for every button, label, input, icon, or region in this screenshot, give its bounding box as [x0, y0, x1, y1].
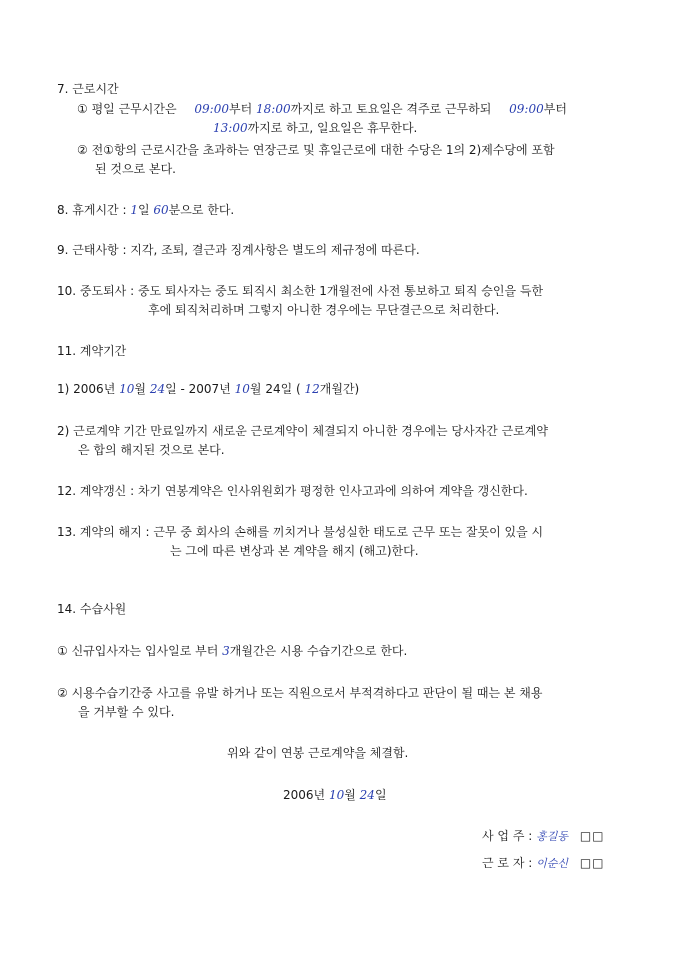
text: 8. 휴게시간 :	[57, 203, 131, 217]
worker-signature	[482, 856, 605, 871]
text: 까지로 하고 토요일은 격주로 근무하되	[290, 102, 492, 116]
text: 년	[219, 382, 235, 396]
text: 분으로 한다.	[168, 203, 235, 217]
section-7-title: 7. 근로시간	[57, 82, 119, 96]
month: 10	[328, 788, 345, 802]
text: 일	[137, 203, 154, 217]
end-month: 10	[234, 382, 250, 396]
section-8	[57, 203, 234, 218]
text: 월	[134, 382, 150, 396]
text: 년	[313, 788, 329, 802]
section-14-item-2-line-2: 을 거부할 수 있다.	[78, 705, 175, 719]
start-day: 24	[149, 382, 166, 396]
section-9: 9. 근태사항 : 지각, 조퇴, 결근과 징계사항은 별도의 제규정에 따른다.	[57, 243, 420, 257]
text: 일 -	[165, 382, 189, 396]
text: 월	[344, 788, 360, 802]
section-11-p2-line-1: 2) 근로계약 기간 만료일까지 새로운 근로계약이 체결되지 아니한 경우에는 당사자간 근로계약	[57, 424, 548, 438]
end-time: 18:00	[256, 102, 291, 116]
sat-start-time: 09:00	[509, 102, 544, 116]
item-number: ①	[77, 102, 88, 116]
section-7-item-1-line-2	[213, 121, 417, 136]
section-14-item-1	[57, 644, 407, 659]
contract-period	[57, 382, 359, 397]
minutes: 60	[153, 203, 169, 217]
section-13-line-2: 는 그에 따른 변상과 본 계약을 해지 (해고)한다.	[170, 544, 419, 558]
start-time: 09:00	[194, 102, 229, 116]
section-10-line-2: 후에 퇴직처리하며 그렇지 아니한 경우에는 무단결근으로 처리한다.	[148, 303, 500, 317]
worker-label: 근 로 자 :	[482, 856, 533, 870]
section-7-item-1-line-1	[77, 102, 567, 117]
seal-placeholder: □□	[579, 856, 605, 870]
employer-label: 사 업 주 :	[482, 829, 533, 843]
section-7-item-2-line-2: 된 것으로 본다.	[95, 162, 176, 176]
text: 전①항의 근로시간을 초과하는 연장근로 및 휴일근로에 대한 수당은 1의 2)제수당에 포함	[91, 143, 555, 157]
sat-end-time: 13:00	[213, 121, 248, 135]
text: 1)	[57, 382, 74, 396]
contract-date	[283, 788, 387, 803]
start-month: 10	[119, 382, 135, 396]
section-11-title: 11. 계약기간	[57, 344, 127, 358]
text: 부터	[228, 102, 253, 116]
text: 까지로 하고, 일요일은 휴무한다.	[247, 121, 418, 135]
section-14-title: 14. 수습사원	[57, 602, 127, 616]
probation-months: 3	[222, 644, 230, 658]
day-count: 1	[130, 203, 138, 217]
text: 부터	[543, 102, 567, 116]
section-13-line-1: 13. 계약의 해지 : 근무 중 회사의 손해를 끼치거나 불성실한 태도로 근무 또는 잘못이 있을 시	[57, 525, 544, 539]
text: 평일 근무시간은	[91, 102, 177, 116]
section-7-item-2-line-1	[77, 143, 555, 158]
year: 2006	[283, 788, 314, 802]
employer-name: 홍길동	[536, 830, 568, 843]
day: 24	[359, 788, 375, 802]
text: ① 신규입사자는 입사일로 부터	[57, 644, 223, 658]
employer-signature	[482, 829, 605, 844]
section-12: 12. 계약갱신 : 차기 연봉계약은 인사위원회가 평정한 인사고과에 의하여 계약을 갱신한다.	[57, 484, 528, 498]
worker-name: 이순신	[536, 857, 568, 870]
section-11-p2-line-2: 은 합의 해지된 것으로 본다.	[78, 443, 225, 457]
text: 년	[103, 382, 120, 396]
end-year: 2007	[188, 382, 220, 396]
closing-statement: 위와 같이 연봉 근로계약을 체결함.	[227, 746, 409, 760]
section-10-line-1: 10. 중도퇴사 : 중도 퇴사자는 중도 퇴직시 최소한 1개월전에 사전 통보하고 퇴직 승인을 득한	[57, 284, 544, 298]
item-number: ②	[77, 143, 88, 157]
text: 월 24일 (	[249, 382, 305, 396]
section-14-item-2-line-1: ② 시용수습기간중 사고를 유발 하거나 또는 직원으로서 부적격하다고 판단이 될 때는 본 채용	[57, 686, 543, 700]
text: 개월간은 시용 수습기간으로 한다.	[229, 644, 408, 658]
text: 일	[374, 788, 387, 802]
text: 개월간)	[319, 382, 360, 396]
months: 12	[304, 382, 320, 396]
seal-placeholder: □□	[579, 829, 605, 843]
start-year: 2006	[73, 382, 104, 396]
